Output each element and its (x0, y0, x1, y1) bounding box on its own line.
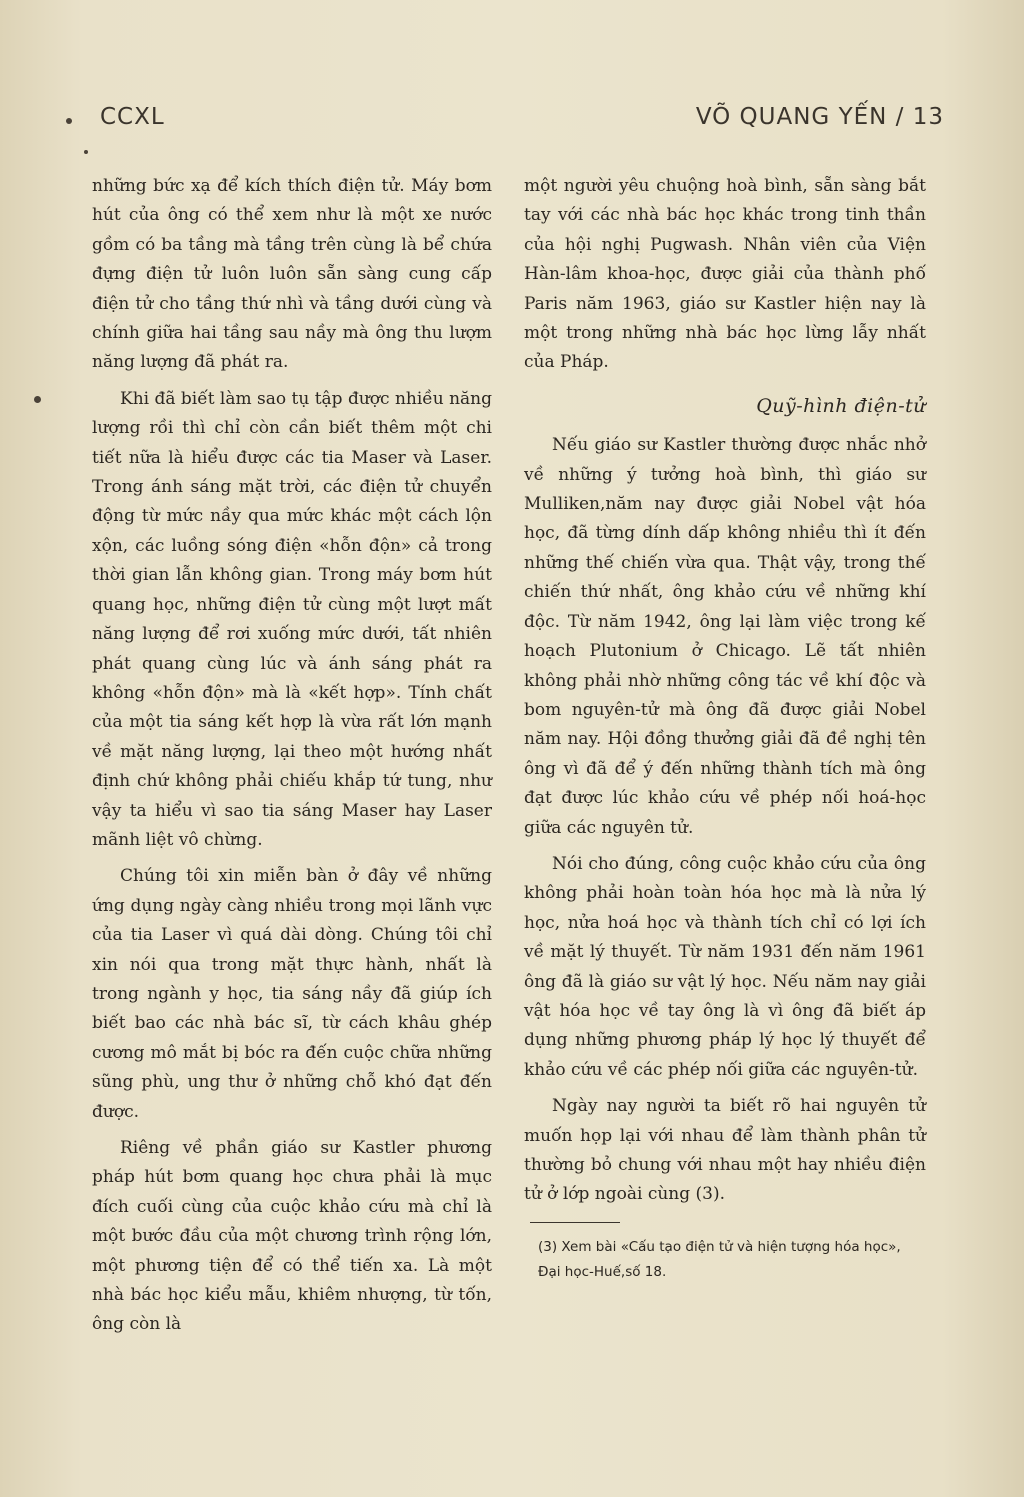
header-right: VÕ QUANG YẾN / 13 (695, 104, 944, 130)
footnote: (3) Xem bài «Cấu tạo điện tử và hiện tượng hóa học», Đại học-Huế,số 18. (538, 1238, 901, 1280)
left-column (92, 172, 492, 1347)
paragraph: Nói cho đúng, công cuộc khảo cứu của ông không phải hoàn toàn hóa học mà là nửa lý học, nửa hoá học và thành tích chỉ có lợi ích về mặt lý thuyết. Từ năm 1931 đến năm 1961 ông đã là giáo sư vật lý học. Nếu năm nay giải vật hóa học về tay ông là vì ông đã biết áp dụng những phương pháp lý học lý thuyết để khảo cứu về các phép nối giữa các nguyên-tử. (524, 853, 926, 1080)
footnote-rule (530, 1222, 620, 1223)
paragraph: Nếu giáo sư Kastler thường được nhắc nhở về những ý tưởng hoà bình, thì giáo sư Mulliken,năm nay được giải Nobel vật hóa học, đã từng dính dấp không nhiều thì ít đến những thế chiến vừa qua. Thật vậy, trong thế chiến thứ nhất, ông khảo cứu về những khí độc. Từ năm 1942, ông lại làm việc trong kế hoạch Plutonium ở Chicago. Lẽ tất nhiên không phải nhờ những công tác về khí độc và bom nguyên-tử mà ông đã được giải Nobel năm nay. Hội đồng thưởng giải đã đề nghị tên ông vì đã để ý đến những thành tích mà ông đạt được lúc khảo cứu về phép nối hoá-học giữa các nguyên tử. (524, 435, 926, 838)
paragraph: Ngày nay người ta biết rõ hai nguyên tử muốn họp lại với nhau để làm thành phân tử thường bỏ chung với nhau một hay nhiều điện tử ở lớp ngoài cùng (3). (524, 1096, 926, 1205)
paragraph: Khi đã biết làm sao tụ tập được nhiều năng lượng rồi thì chỉ còn cần biết thêm một chi tiết nữa là hiểu được các tia Maser và Laser. Trong ánh sáng mặt trời, các điện tử chuyển động từ mức nầy qua mức khác một cách lộn xộn, các luồng sóng điện «hỗn độn» cả trong thời gian lẫn không gian. Trong máy bơm hút quang học, những điện tử cùng một lượt mất năng lượng để rơi xuống mức dưới, tất nhiên phát quang cùng lúc và ánh sáng phát ra không «hỗn độn» mà là «kết hợp». Tính chất của một tia sáng kết hợp là vừa rất lớn mạnh về mặt năng lượng, lại theo một hướng nhất định chứ không phải chiếu khắp tứ tung, như vậy ta hiểu vì sao tia sáng Maser hay Laser mãnh liệt vô chừng. (92, 388, 493, 850)
right-column (524, 172, 926, 1285)
page-header (60, 104, 944, 144)
paragraph: một người yêu chuộng hoà bình, sẵn sàng bắt tay với các nhà bác học khác trong tinh thần của hội nghị Pugwash. Nhân viên của Viện Hàn-lâm khoa-học, được giải của thành phố Paris năm 1963, giáo sư Kastler hiện nay là một trong những nhà bác học lừng lẫy nhất của Pháp. (524, 176, 926, 373)
section-heading: Quỹ-hình điện-tử (756, 394, 926, 417)
ink-speck (84, 150, 88, 154)
paragraph: Riêng về phần giáo sư Kastler phương pháp hút bơm quang học chưa phải là mục đích cuối cùng của cuộc khảo cứu mà chỉ là một bước đầu của một chương trình rộng lớn, một phương tiện để có thể tiến xa. Là một nhà bác học kiểu mẫu, khiêm nhượng, từ tốn, ông còn là (92, 1138, 492, 1335)
header-left: CCXL (100, 104, 165, 130)
paragraph: những bức xạ để kích thích điện tử. Máy bơm hút của ông có thể xem như là một xe nước gồm có ba tầng mà tầng trên cùng là bể chứa đựng điện tử luôn luôn sẵn sàng cung cấp điện tử cho tầng thứ nhì và tầng dưới cùng và chính giữa hai tầng sau nầy mà ông thu lượm năng lượng đã phát ra. (92, 176, 492, 373)
ink-speck (34, 396, 41, 403)
paragraph: Chúng tôi xin miễn bàn ở đây về những ứng dụng ngày càng nhiều trong mọi lãnh vực của tia Laser vì quá dài dòng. Chúng tôi chỉ xin nói qua trong mặt thực hành, nhất là trong ngành y học, tia sáng nầy đã giúp ích biết bao các nhà bác sĩ, từ cách khâu ghép cương mô mắt bị bóc ra đến cuộc chữa những sũng phù, ung thư ở những chỗ khó đạt đến được. (92, 866, 492, 1122)
